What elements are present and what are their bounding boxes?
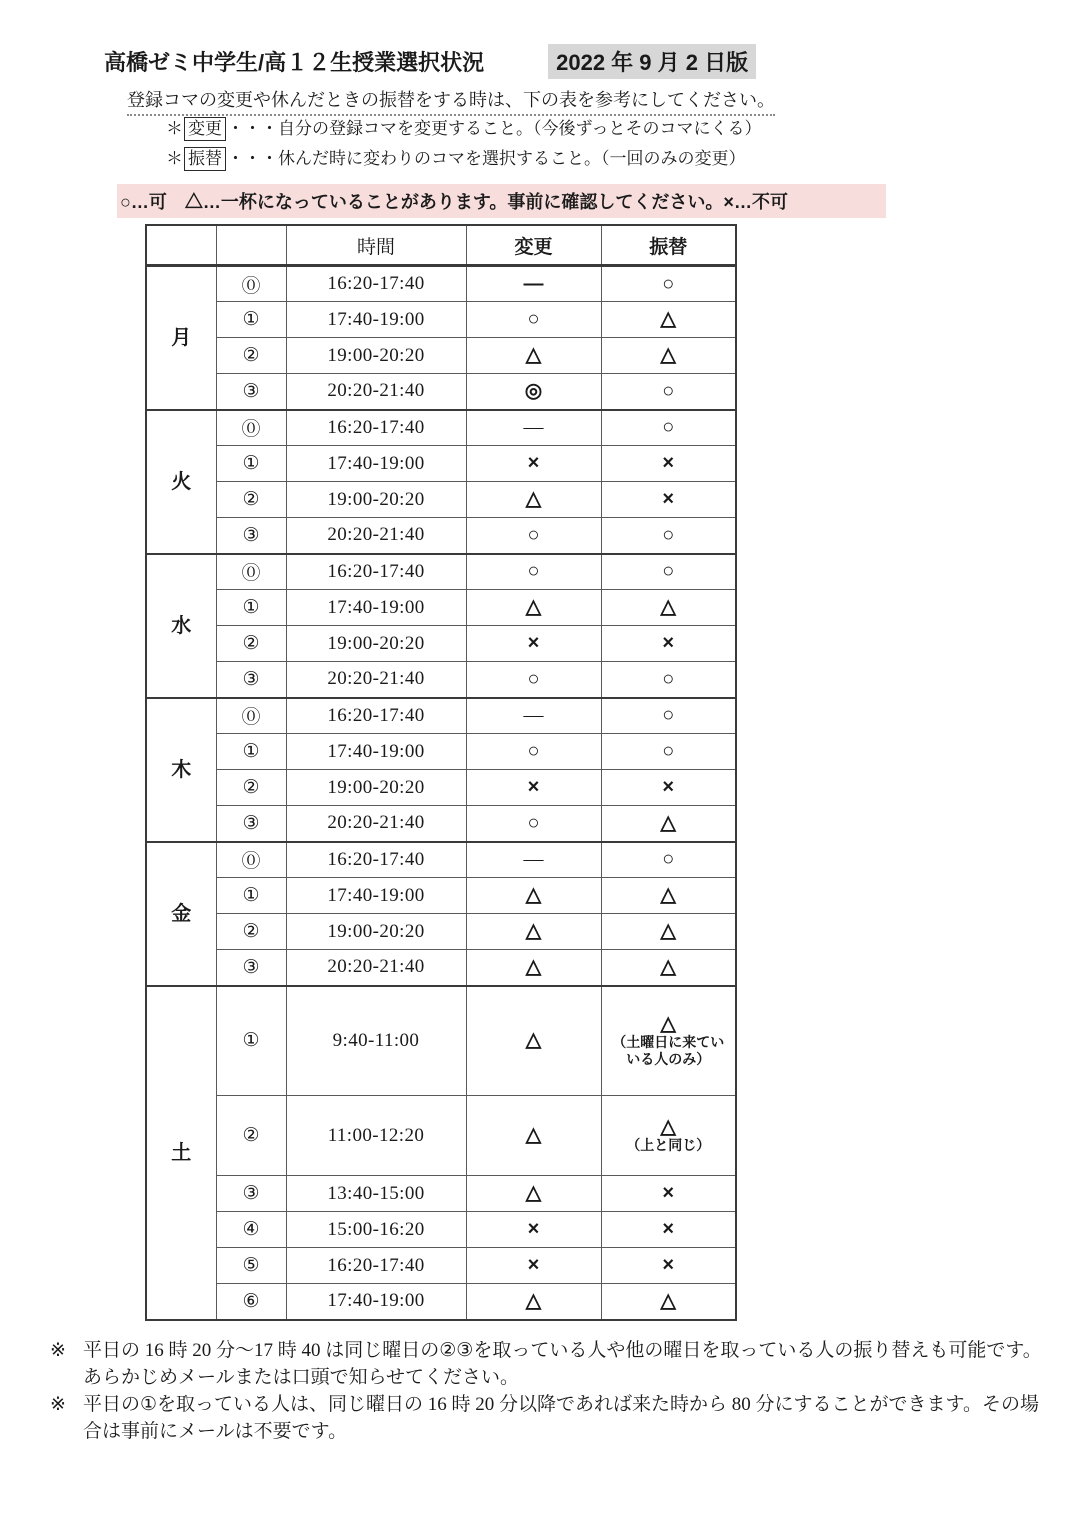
change-status-cell bbox=[466, 1096, 601, 1176]
change-status-cell bbox=[466, 410, 601, 446]
time-range-cell: 19:00-20:20 bbox=[286, 338, 466, 374]
transfer-symbol: ○ bbox=[662, 667, 675, 690]
period-number-cell: ③ bbox=[216, 518, 286, 554]
period-number-cell: ② bbox=[216, 338, 286, 374]
definition-line bbox=[166, 144, 761, 174]
change-status-cell bbox=[466, 518, 601, 554]
table-row bbox=[146, 1212, 736, 1248]
transfer-symbol: △ bbox=[660, 920, 676, 942]
schedule-table-body bbox=[146, 225, 736, 1320]
transfer-status-cell bbox=[601, 590, 736, 626]
footnote-text: 平日の 16 時 20 分～17 時 40 は同じ曜日の②③を取っている人や他の曜日を取っている人の振り替えも可能です。あらかじめメールまたは口頭で知らせてください。 bbox=[83, 1340, 1042, 1388]
transfer-symbol: △ bbox=[660, 1012, 676, 1035]
change-symbol: × bbox=[527, 1218, 540, 1240]
period-number-cell: ① bbox=[216, 986, 286, 1096]
table-row bbox=[146, 914, 736, 950]
change-status-cell bbox=[466, 482, 601, 518]
time-range-cell: 16:20-17:40 bbox=[286, 266, 466, 302]
transfer-status-cell bbox=[601, 842, 736, 878]
period-number-cell: ⓪ bbox=[216, 842, 286, 878]
transfer-status-cell bbox=[601, 914, 736, 950]
change-status-cell bbox=[466, 1212, 601, 1248]
table-row bbox=[146, 518, 736, 554]
footnote-marker: ※ bbox=[50, 1340, 66, 1361]
table-row bbox=[146, 554, 736, 590]
change-symbol: △ bbox=[525, 1124, 542, 1146]
change-status-cell bbox=[466, 698, 601, 734]
definitions bbox=[166, 114, 761, 174]
table-row bbox=[146, 626, 736, 662]
day-label-cell: 月 bbox=[146, 266, 216, 410]
transfer-symbol: ○ bbox=[662, 272, 675, 295]
footnote bbox=[50, 1392, 1058, 1446]
transfer-symbol: × bbox=[662, 1254, 675, 1276]
period-number-cell: ② bbox=[216, 770, 286, 806]
header-transfer-cell: 振替 bbox=[601, 225, 736, 266]
transfer-status-cell bbox=[601, 878, 736, 914]
transfer-status-cell bbox=[601, 518, 736, 554]
change-symbol: △ bbox=[525, 955, 542, 978]
time-range-cell: 20:20-21:40 bbox=[286, 374, 466, 410]
transfer-status-cell bbox=[601, 1212, 736, 1248]
definition-desc: ・・・自分の登録コマを変更すること。（今後ずっとそのコマにくる） bbox=[227, 119, 762, 138]
footnote bbox=[50, 1338, 1058, 1392]
transfer-symbol: △ bbox=[660, 344, 676, 366]
period-number-cell: ⓪ bbox=[216, 266, 286, 302]
change-status-cell bbox=[466, 1284, 601, 1320]
time-range-cell: 17:40-19:00 bbox=[286, 446, 466, 482]
period-number-cell: ⑤ bbox=[216, 1248, 286, 1284]
change-symbol: △ bbox=[525, 488, 542, 510]
table-row bbox=[146, 842, 736, 878]
table-row bbox=[146, 590, 736, 626]
change-status-cell bbox=[466, 626, 601, 662]
change-status-cell bbox=[466, 662, 601, 698]
transfer-status-cell bbox=[601, 770, 736, 806]
change-symbol: × bbox=[527, 632, 540, 654]
period-number-cell: ⓪ bbox=[216, 698, 286, 734]
time-range-cell: 19:00-20:20 bbox=[286, 914, 466, 950]
header-day-cell bbox=[146, 225, 216, 266]
footnotes bbox=[50, 1338, 1058, 1446]
change-status-cell bbox=[466, 446, 601, 482]
definition-marker: ＊ bbox=[166, 149, 183, 168]
transfer-status-cell bbox=[601, 374, 736, 410]
time-range-cell: 20:20-21:40 bbox=[286, 662, 466, 698]
time-range-cell: 17:40-19:00 bbox=[286, 590, 466, 626]
instruction-subtitle: 登録コマの変更や休んだときの振替をする時は、下の表を参考にしてください。 bbox=[127, 86, 775, 116]
transfer-symbol: ○ bbox=[662, 560, 675, 583]
time-range-cell: 16:20-17:40 bbox=[286, 410, 466, 446]
transfer-status-cell bbox=[601, 950, 736, 986]
change-symbol: ○ bbox=[527, 740, 540, 762]
change-symbol: — bbox=[523, 704, 544, 727]
change-status-cell bbox=[466, 770, 601, 806]
period-number-cell: ⓪ bbox=[216, 554, 286, 590]
date-version-badge: 2022 年 9 月 2 日版 bbox=[548, 44, 756, 79]
change-status-cell bbox=[466, 302, 601, 338]
transfer-note-line: いる人のみ） bbox=[626, 1050, 711, 1067]
transfer-symbol-stack bbox=[602, 1008, 736, 1074]
header-num-cell bbox=[216, 225, 286, 266]
change-symbol: ○ bbox=[527, 667, 540, 690]
change-symbol: ○ bbox=[527, 560, 540, 583]
transfer-symbol: ○ bbox=[662, 416, 675, 439]
time-range-cell: 17:40-19:00 bbox=[286, 878, 466, 914]
change-symbol: × bbox=[527, 776, 540, 798]
day-label-cell: 水 bbox=[146, 554, 216, 698]
period-number-cell: ① bbox=[216, 878, 286, 914]
table-row bbox=[146, 338, 736, 374]
transfer-status-cell bbox=[601, 446, 736, 482]
transfer-note-line: （土曜日に来てい bbox=[612, 1033, 725, 1050]
transfer-symbol: ○ bbox=[662, 740, 675, 762]
change-symbol: △ bbox=[525, 1182, 542, 1204]
table-row bbox=[146, 1096, 736, 1176]
change-symbol: △ bbox=[525, 884, 542, 906]
change-symbol: — bbox=[523, 416, 544, 439]
transfer-note-line: （上と同じ） bbox=[626, 1137, 711, 1154]
change-status-cell bbox=[466, 842, 601, 878]
header-change-cell: 変更 bbox=[466, 225, 601, 266]
time-range-cell: 13:40-15:00 bbox=[286, 1176, 466, 1212]
change-status-cell bbox=[466, 878, 601, 914]
footnote-text: 平日の①を取っている人は、同じ曜日の 16 時 20 分以降であれば来た時から 80 分にすることができます。その場合は事前にメールは不要です。 bbox=[83, 1393, 1040, 1442]
transfer-status-cell bbox=[601, 734, 736, 770]
period-number-cell: ① bbox=[216, 734, 286, 770]
period-number-cell: ① bbox=[216, 590, 286, 626]
table-row bbox=[146, 1284, 736, 1320]
change-symbol: △ bbox=[525, 344, 542, 366]
definition-marker: ＊ bbox=[166, 119, 183, 138]
page-title-row bbox=[104, 44, 756, 79]
table-header-row bbox=[146, 225, 736, 266]
day-label-cell: 土 bbox=[146, 986, 216, 1320]
change-status-cell bbox=[466, 554, 601, 590]
transfer-status-cell bbox=[601, 662, 736, 698]
transfer-symbol: △ bbox=[660, 884, 676, 906]
time-range-cell: 17:40-19:00 bbox=[286, 1284, 466, 1320]
transfer-symbol: ○ bbox=[662, 704, 675, 727]
transfer-status-cell bbox=[601, 338, 736, 374]
transfer-status-cell bbox=[601, 410, 736, 446]
transfer-symbol: × bbox=[662, 1182, 675, 1204]
transfer-symbol: × bbox=[662, 1218, 675, 1240]
transfer-status-cell bbox=[601, 1248, 736, 1284]
change-status-cell bbox=[466, 914, 601, 950]
transfer-status-cell bbox=[601, 626, 736, 662]
header-time-cell: 時間 bbox=[286, 225, 466, 266]
transfer-symbol-stack bbox=[602, 1111, 736, 1160]
change-status-cell bbox=[466, 590, 601, 626]
table-row bbox=[146, 950, 736, 986]
change-status-cell bbox=[466, 734, 601, 770]
period-number-cell: ⑥ bbox=[216, 1284, 286, 1320]
period-number-cell: ⓪ bbox=[216, 410, 286, 446]
table-row bbox=[146, 1176, 736, 1212]
time-range-cell: 20:20-21:40 bbox=[286, 806, 466, 842]
symbol-legend: ○…可 △…一杯になっていることがあります。事前に確認してください。×…不可 bbox=[117, 184, 886, 218]
table-row bbox=[146, 446, 736, 482]
transfer-symbol: ○ bbox=[662, 848, 675, 871]
definition-term: 振替 bbox=[184, 147, 226, 171]
transfer-symbol: × bbox=[662, 632, 675, 654]
table-row bbox=[146, 986, 736, 1096]
time-range-cell: 16:20-17:40 bbox=[286, 842, 466, 878]
time-range-cell: 20:20-21:40 bbox=[286, 950, 466, 986]
schedule-table bbox=[145, 224, 737, 1321]
change-symbol: — bbox=[523, 848, 544, 871]
transfer-symbol: △ bbox=[660, 1116, 676, 1139]
time-range-cell: 15:00-16:20 bbox=[286, 1212, 466, 1248]
transfer-status-cell bbox=[601, 554, 736, 590]
change-status-cell bbox=[466, 1176, 601, 1212]
transfer-symbol: △ bbox=[660, 596, 676, 618]
transfer-symbol: × bbox=[662, 776, 675, 798]
time-range-cell: 17:40-19:00 bbox=[286, 734, 466, 770]
change-symbol: ○ bbox=[527, 308, 540, 330]
period-number-cell: ② bbox=[216, 914, 286, 950]
schedule-table-wrap bbox=[145, 224, 737, 1321]
definition-line bbox=[166, 114, 761, 144]
transfer-status-cell bbox=[601, 1096, 736, 1176]
transfer-symbol: △ bbox=[660, 1289, 676, 1312]
period-number-cell: ③ bbox=[216, 950, 286, 986]
transfer-status-cell bbox=[601, 806, 736, 842]
footnote-marker: ※ bbox=[50, 1393, 66, 1415]
change-symbol: △ bbox=[525, 596, 542, 618]
time-range-cell: 19:00-20:20 bbox=[286, 482, 466, 518]
transfer-symbol: △ bbox=[660, 811, 676, 834]
change-status-cell bbox=[466, 986, 601, 1096]
time-range-cell: 11:00-12:20 bbox=[286, 1096, 466, 1176]
period-number-cell: ③ bbox=[216, 1176, 286, 1212]
table-row bbox=[146, 482, 736, 518]
change-status-cell bbox=[466, 950, 601, 986]
table-row bbox=[146, 662, 736, 698]
transfer-symbol: △ bbox=[660, 308, 676, 330]
table-row bbox=[146, 410, 736, 446]
table-row bbox=[146, 698, 736, 734]
change-symbol: ○ bbox=[527, 811, 540, 834]
page-title: 高橋ゼミ中学生/高１２生授業選択状況 bbox=[104, 50, 485, 75]
period-number-cell: ② bbox=[216, 1096, 286, 1176]
transfer-status-cell bbox=[601, 482, 736, 518]
time-range-cell: 19:00-20:20 bbox=[286, 626, 466, 662]
table-row bbox=[146, 266, 736, 302]
time-range-cell: 20:20-21:40 bbox=[286, 518, 466, 554]
change-symbol: △ bbox=[525, 1029, 542, 1052]
day-label-cell: 火 bbox=[146, 410, 216, 554]
period-number-cell: ① bbox=[216, 446, 286, 482]
transfer-status-cell bbox=[601, 302, 736, 338]
time-range-cell: 16:20-17:40 bbox=[286, 698, 466, 734]
period-number-cell: ② bbox=[216, 626, 286, 662]
table-row bbox=[146, 1248, 736, 1284]
transfer-symbol: △ bbox=[660, 955, 676, 978]
table-row bbox=[146, 770, 736, 806]
table-row bbox=[146, 374, 736, 410]
table-row bbox=[146, 878, 736, 914]
period-number-cell: ① bbox=[216, 302, 286, 338]
transfer-symbol: ○ bbox=[662, 523, 675, 546]
change-status-cell bbox=[466, 266, 601, 302]
transfer-status-cell bbox=[601, 986, 736, 1096]
table-row bbox=[146, 734, 736, 770]
change-symbol: △ bbox=[525, 920, 542, 942]
period-number-cell: ③ bbox=[216, 374, 286, 410]
transfer-symbol: × bbox=[662, 488, 675, 510]
change-symbol: △ bbox=[525, 1289, 542, 1312]
change-symbol: — bbox=[523, 272, 544, 295]
day-label-cell: 金 bbox=[146, 842, 216, 986]
definition-term: 変更 bbox=[184, 117, 226, 141]
time-range-cell: 17:40-19:00 bbox=[286, 302, 466, 338]
change-symbol: × bbox=[527, 1254, 540, 1276]
change-status-cell bbox=[466, 806, 601, 842]
time-range-cell: 16:20-17:40 bbox=[286, 554, 466, 590]
table-row bbox=[146, 806, 736, 842]
change-symbol: × bbox=[527, 452, 540, 474]
change-symbol: ○ bbox=[527, 523, 540, 546]
day-label-cell: 木 bbox=[146, 698, 216, 842]
transfer-symbol: ○ bbox=[662, 379, 675, 402]
transfer-status-cell bbox=[601, 1176, 736, 1212]
change-status-cell bbox=[466, 1248, 601, 1284]
change-symbol: ◎ bbox=[524, 379, 543, 402]
time-range-cell: 9:40-11:00 bbox=[286, 986, 466, 1096]
definition-desc: ・・・休んだ時に変わりのコマを選択すること。（一回のみの変更） bbox=[227, 149, 746, 168]
table-row bbox=[146, 302, 736, 338]
change-status-cell bbox=[466, 338, 601, 374]
transfer-symbol: × bbox=[662, 452, 675, 474]
transfer-status-cell bbox=[601, 1284, 736, 1320]
time-range-cell: 16:20-17:40 bbox=[286, 1248, 466, 1284]
change-status-cell bbox=[466, 374, 601, 410]
period-number-cell: ③ bbox=[216, 662, 286, 698]
time-range-cell: 19:00-20:20 bbox=[286, 770, 466, 806]
period-number-cell: ② bbox=[216, 482, 286, 518]
period-number-cell: ③ bbox=[216, 806, 286, 842]
period-number-cell: ④ bbox=[216, 1212, 286, 1248]
transfer-status-cell bbox=[601, 266, 736, 302]
transfer-status-cell bbox=[601, 698, 736, 734]
